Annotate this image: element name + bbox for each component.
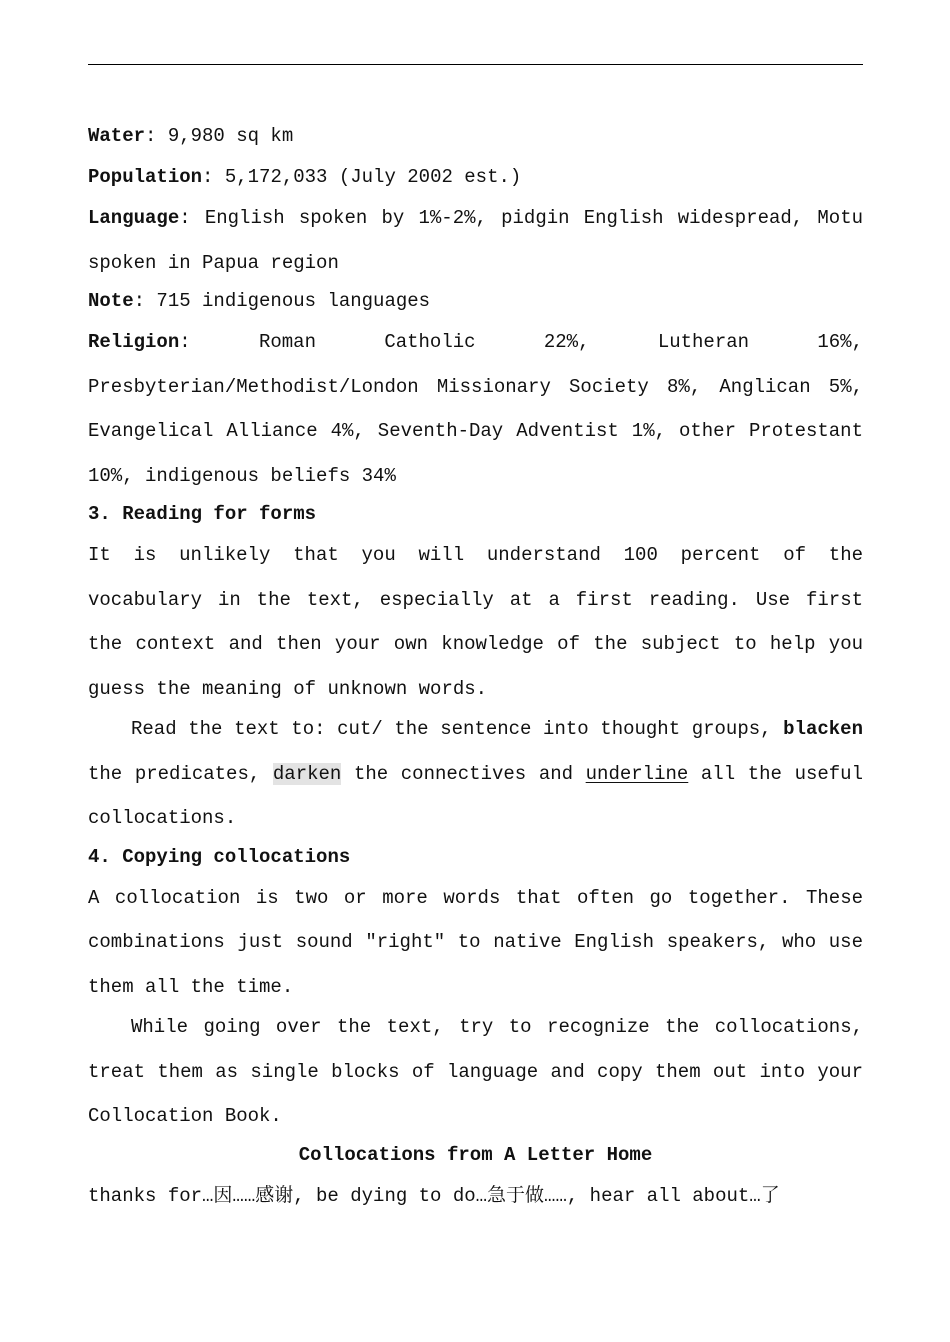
instruction-text: all the useful collocations. bbox=[88, 762, 863, 829]
reading-instructions-paragraph bbox=[88, 707, 863, 841]
fact-label: Water bbox=[88, 125, 146, 147]
fact-value: : Roman Catholic 22%, Lutheran 16%, Presbyterian/Methodist/London Missionary Society 8%, Anglican 5%, Evangelical Alliance 4%, Seventh-Day Adventist 1%, other Protestant 10%, indigenous beliefs 34% bbox=[88, 331, 863, 487]
instruction-text: the predicates, bbox=[88, 762, 273, 785]
fact-value: : 715 indigenous languages bbox=[133, 290, 431, 312]
fact-label: Language bbox=[88, 207, 180, 229]
blacken-word: blacken bbox=[783, 718, 863, 740]
collocation-definition-paragraph: A collocation is two or more words that often go together. These combinations just sound "right" to native English speakers, who use them all the time. bbox=[88, 886, 863, 998]
fact-label: Note bbox=[88, 290, 134, 312]
section-heading-reading-for-forms: 3. Reading for forms bbox=[88, 503, 317, 525]
page-body bbox=[88, 116, 863, 1217]
reading-forms-paragraph: It is unlikely that you will understand 100 percent of the vocabulary in the text, especially at a first reading. Use first the context and then your own knowledge of the subject to help you guess the meaning of unknown words. bbox=[88, 544, 863, 700]
darken-word: darken bbox=[272, 762, 342, 785]
fact-label: Religion bbox=[88, 331, 180, 353]
fact-religion bbox=[88, 320, 863, 498]
header-rule bbox=[88, 64, 863, 65]
fact-label: Population bbox=[88, 166, 203, 188]
section-heading-copying-collocations: 4. Copying collocations bbox=[88, 845, 351, 868]
fact-value: : English spoken by 1%-2%, pidgin English widespread, Motu spoken in Papua region bbox=[88, 207, 863, 274]
collocations-title: Collocations from A Letter Home bbox=[298, 1143, 653, 1166]
fact-note bbox=[88, 281, 863, 322]
instruction-text: the connectives and bbox=[341, 762, 586, 785]
fact-water bbox=[88, 116, 863, 157]
underline-word: underline bbox=[585, 762, 689, 785]
collocation-instructions-paragraph: While going over the text, try to recognize the collocations, treat them as single blocks of language and copy them out into your Collocation Book. bbox=[88, 1016, 863, 1127]
fact-language bbox=[88, 196, 863, 285]
fact-value: : 5,172,033 (July 2002 est.) bbox=[202, 166, 522, 188]
fact-value: : 9,980 sq km bbox=[145, 125, 294, 147]
collocations-line: thanks for…因……感谢, be dying to do…急于做……, hear all about…了 bbox=[88, 1184, 780, 1207]
instruction-text: Read the text to: cut/ the sentence into thought groups, bbox=[131, 718, 784, 740]
fact-population bbox=[88, 157, 863, 198]
